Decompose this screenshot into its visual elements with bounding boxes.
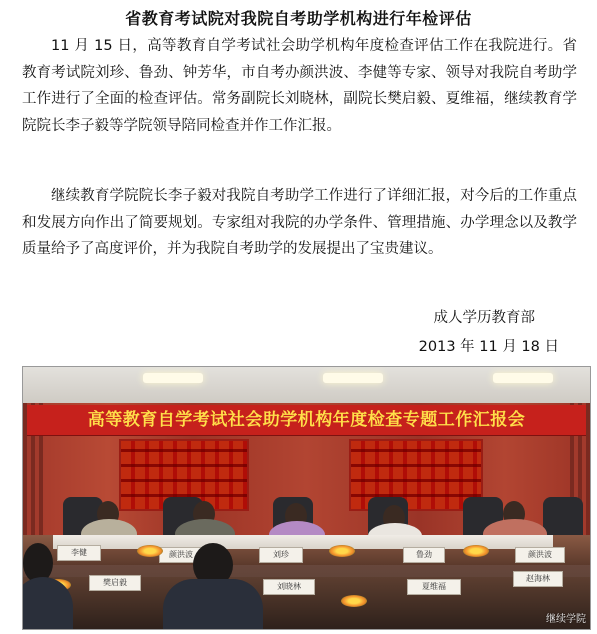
ceiling-light [143, 373, 203, 383]
nameplate: 刘珍 [259, 547, 303, 563]
nameplate: 赵海林 [513, 571, 563, 587]
ceiling-light [323, 373, 383, 383]
foreground-person-body [163, 579, 263, 629]
flower-decoration [329, 545, 355, 557]
nameplate: 颜洪波 [159, 547, 203, 563]
ceiling-light [493, 373, 553, 383]
nameplate: 颜洪波 [515, 547, 565, 563]
watermark: 继续学院 [546, 614, 586, 625]
article-paragraph-1: 11 月 15 日，高等教育自学考试社会助学机构年度检查评估工作在我院进行。省教育考试院刘珍、鲁劲、钟芳华，市自考办颜洪波、李健等专家、领导对我院自考助学工作进行了全面的检查评估。常务副院长刘晓林，副院长樊启毅、夏维福，继续教育学院院长李子毅等学院领导陪同检查并作工作汇报。 [22, 38, 577, 134]
ceiling [23, 367, 590, 403]
nameplate: 夏维福 [407, 579, 461, 595]
article-title: 省教育考试院对我院自考助学机构进行年检评估 [125, 9, 472, 28]
nameplate: 鲁劲 [403, 547, 445, 563]
article-paragraph-2: 继续教育学院院长李子毅对我院自考助学工作进行了详细汇报，对今后的工作重点和发展方向作出了简要规划。专家组对我院的办学条件、管理措施、办学理念以及教学质量给予了高度评价，并为我院自考助学的发展提出了宝贵建议。 [22, 188, 577, 258]
flower-decoration [137, 545, 163, 557]
flower-decoration [463, 545, 489, 557]
nameplate: 李健 [57, 545, 101, 561]
nameplate: 樊启毅 [89, 575, 141, 591]
nameplate: 刘晓林 [263, 579, 315, 595]
flower-decoration [341, 595, 367, 607]
signature-organization: 成人学历教育部 [433, 310, 535, 326]
meeting-photo [22, 366, 591, 630]
meeting-banner: 高等教育自学考试社会助学机构年度检查专题工作汇报会 [27, 405, 586, 435]
signature-date: 2013 年 11 月 18 日 [418, 339, 559, 355]
